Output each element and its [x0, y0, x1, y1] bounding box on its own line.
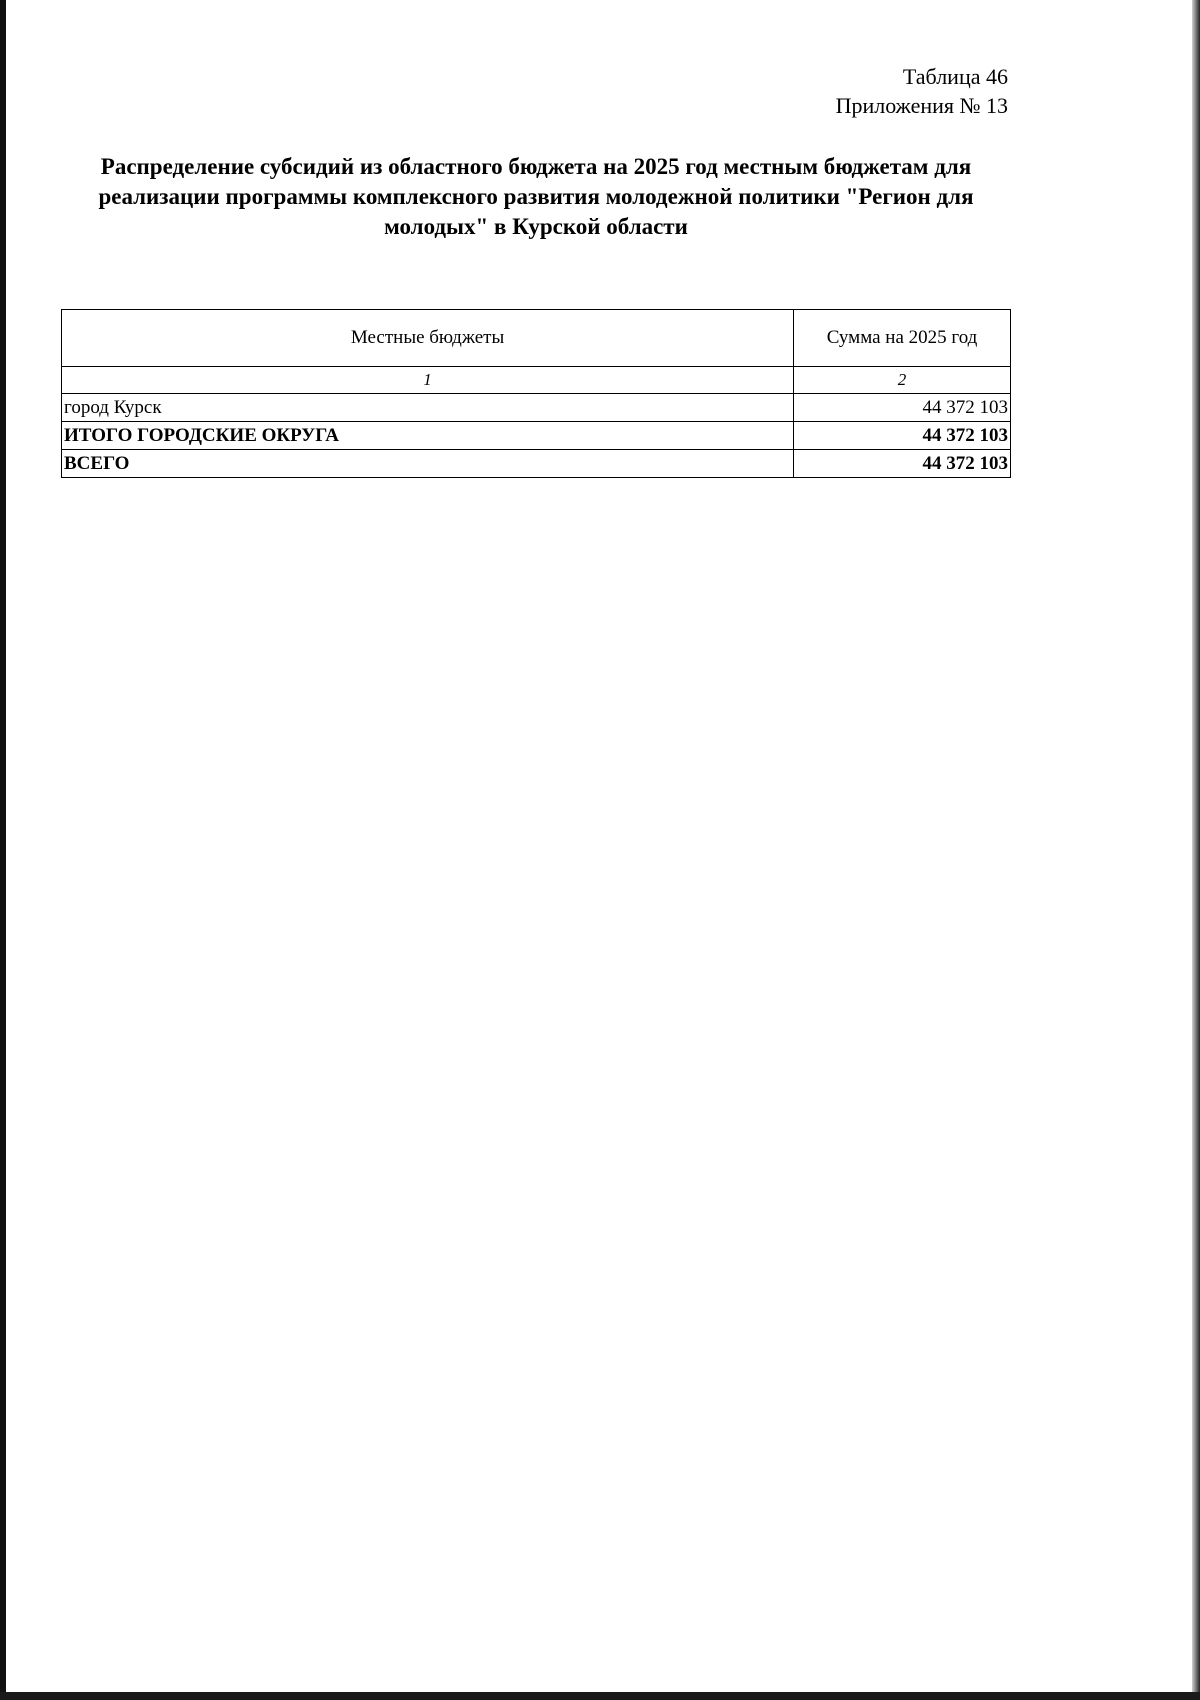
row-name: ВСЕГО	[62, 450, 794, 478]
document-header	[836, 62, 1008, 120]
budget-table	[61, 309, 1011, 478]
row-sum: 44 372 103	[794, 394, 1011, 422]
table-row-subtotal	[62, 422, 1011, 450]
document-title: Распределение субсидий из областного бюджета на 2025 год местным бюджетам для реализации программы комплексного развития молодежной политики "Регион для молодых" в Курской области	[98, 154, 974, 239]
column-header-sum: Сумма на 2025 год	[794, 310, 1011, 367]
table-row-total	[62, 450, 1011, 478]
scan-edge-left	[0, 0, 6, 1700]
row-sum: 44 372 103	[794, 422, 1011, 450]
scan-edge-bottom	[0, 1692, 1200, 1700]
column-header-budgets: Местные бюджеты	[62, 310, 794, 367]
table-row	[62, 394, 1011, 422]
column-number-1: 1	[62, 367, 794, 394]
table-number: Таблица 46	[902, 64, 1008, 89]
column-number-2: 2	[794, 367, 1011, 394]
row-sum: 44 372 103	[794, 450, 1011, 478]
row-name: ИТОГО ГОРОДСКИЕ ОКРУГА	[62, 422, 794, 450]
appendix-reference: Приложения № 13	[835, 93, 1008, 118]
scan-edge-right	[1192, 0, 1200, 1700]
column-number-row	[62, 367, 1011, 394]
row-name: город Курск	[62, 394, 794, 422]
table-header-row	[62, 310, 1011, 367]
